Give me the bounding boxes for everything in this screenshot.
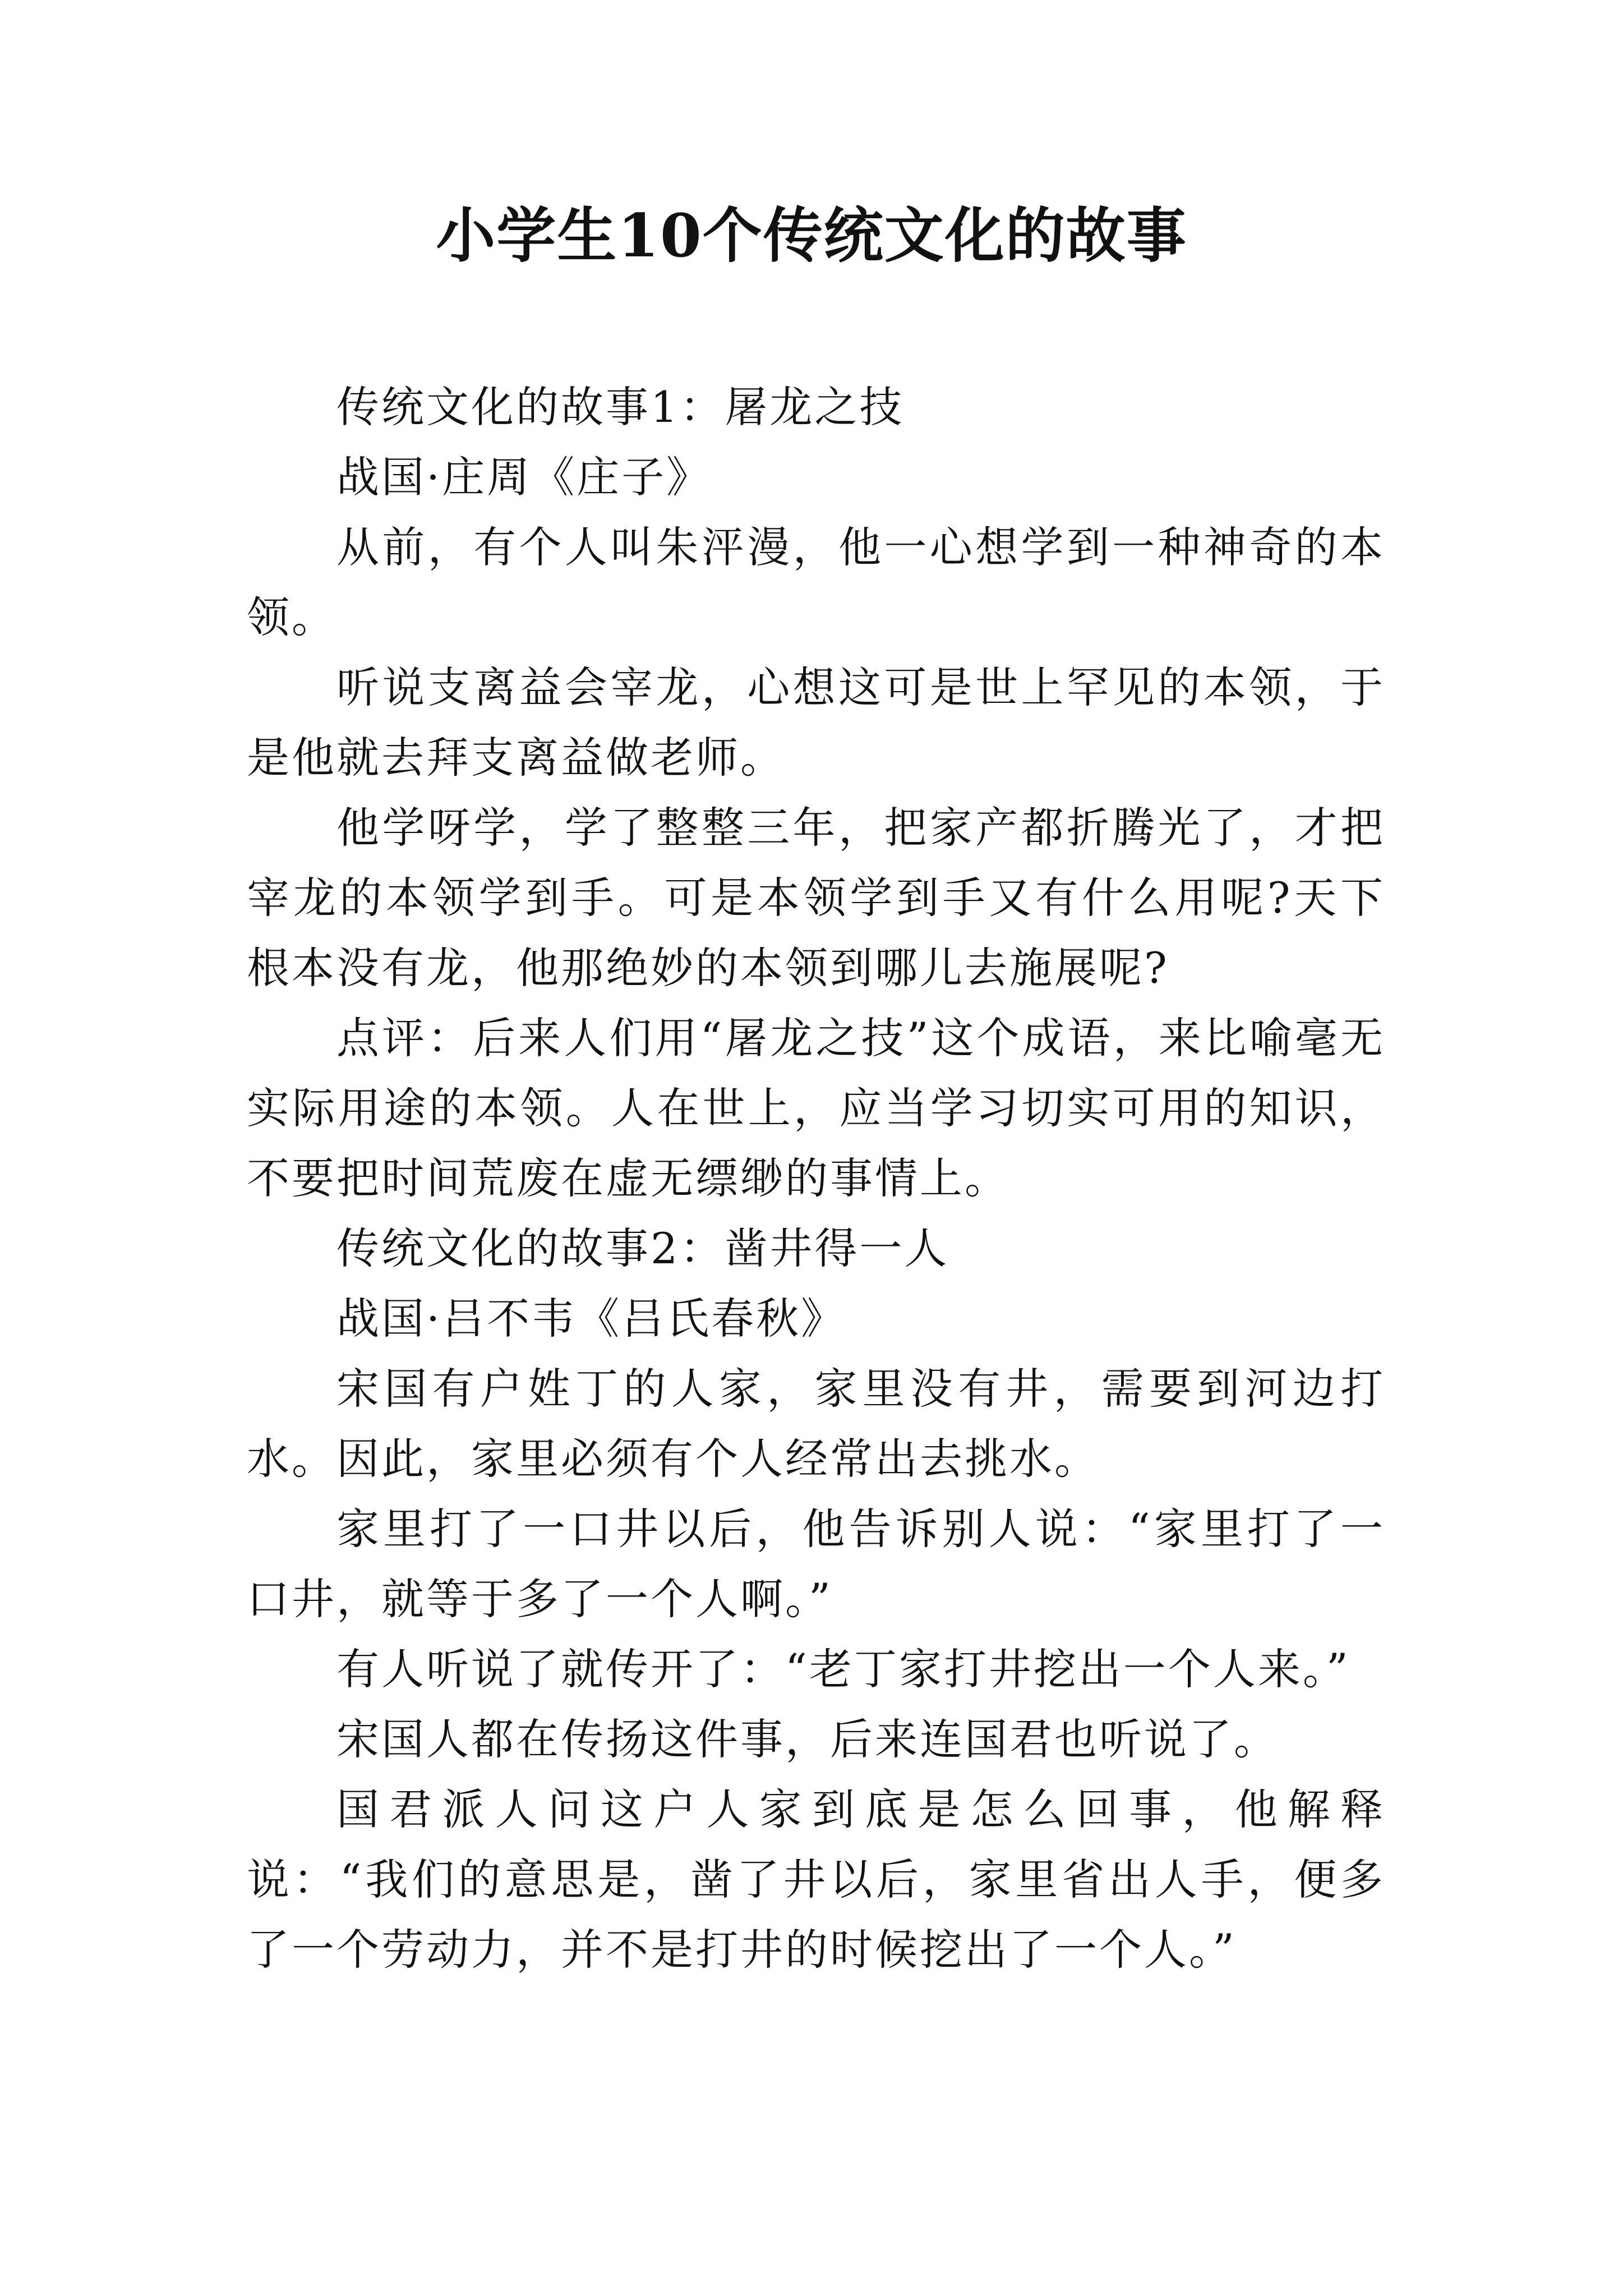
paragraph: 宋国有户姓丁的人家，家里没有井，需要到河边打水。因此，家里必须有个人经常出去挑水。 [247, 1364, 1385, 1484]
story-heading: 传统文化的故事1：屠龙之技 [336, 382, 905, 432]
paragraph: 宋国人都在传扬这件事，后来连国君也听说了。 [336, 1714, 1279, 1764]
paragraph: 从前，有个人叫朱泙漫，他一心想学到一种神奇的本领。 [247, 522, 1385, 642]
paragraph: 他学呀学，学了整整三年，把家产都折腾光了，才把宰龙的本领学到手。可是本领学到手又有什么用呢?天下根本没有龙，他那绝妙的本领到哪儿去施展呢? [247, 803, 1385, 993]
paragraph: 听说支离益会宰龙，心想这可是世上罕见的本领，于是他就去拜支离益做老师。 [247, 662, 1385, 783]
paragraph: 国君派人问这户人家到底是怎么回事，他解释说：“我们的意思是，凿了井以后，家里省出人手，便多了一个劳动力，并不是打井的时候挖出了一个人。” [247, 1784, 1385, 1975]
source-line: 战国·庄周《庄子》 [336, 452, 712, 502]
paragraph: 有人听说了就传开了：“老丁家打井挖出一个人来。” [336, 1644, 1350, 1694]
commentary-paragraph: 点评：后来人们用“屠龙之技”这个成语，来比喻毫无实际用途的本领。人在世上，应当学习切实可用的知识，不要把时间荒废在虚无缥缈的事情上。 [247, 1013, 1385, 1203]
source-line: 战国·吕不韦《吕氏春秋》 [336, 1294, 846, 1343]
story-heading: 传统文化的故事2：凿井得一人 [336, 1223, 949, 1273]
paragraph: 家里打了一口井以后，他告诉别人说：“家里打了一口井，就等于多了一个人啊。” [247, 1504, 1385, 1624]
document-body [247, 372, 1385, 1985]
document-title: 小学生10个传统文化的故事 [436, 200, 1187, 270]
